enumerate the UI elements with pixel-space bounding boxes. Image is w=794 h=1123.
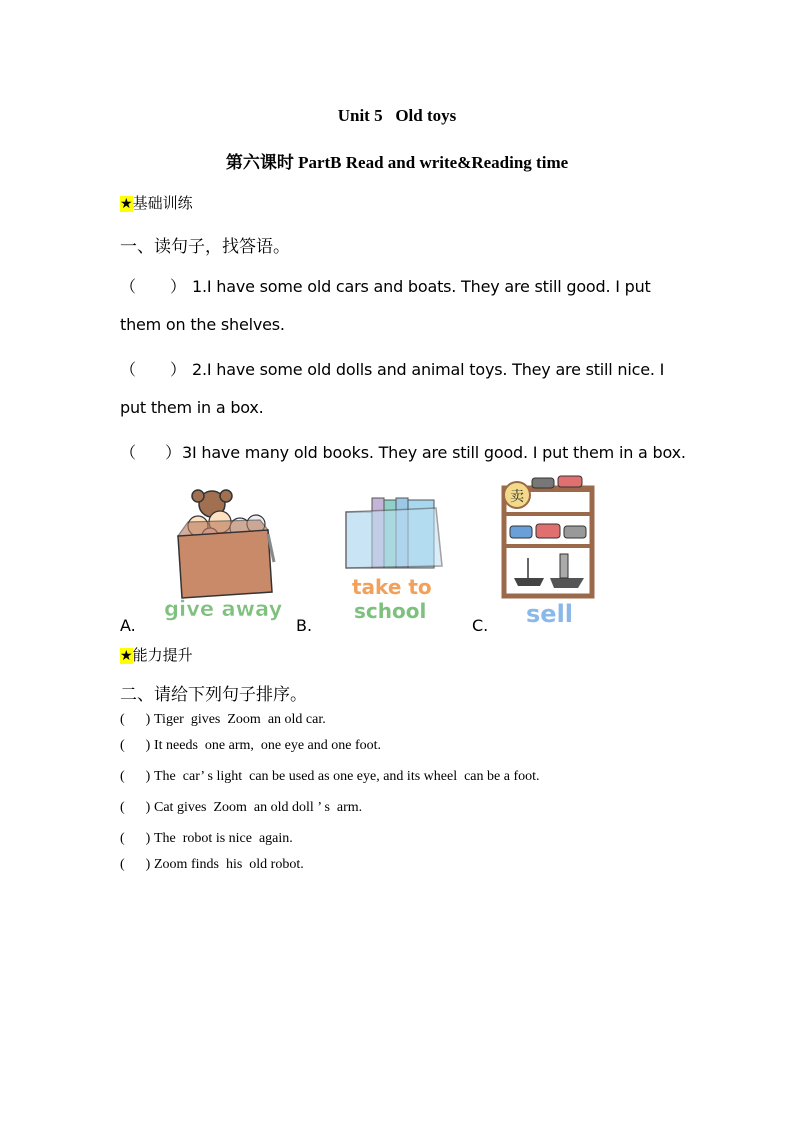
star-icon: ★	[120, 648, 133, 664]
answer-paren[interactable]: ( )	[120, 738, 151, 753]
order-item-6: ( ) Zoom finds his old robot.	[120, 857, 304, 872]
answer-paren[interactable]: （ ）	[120, 443, 181, 462]
caption-sell: sell	[526, 600, 574, 626]
unit-title: Unit 5 Old toys	[337, 106, 457, 125]
question-2: （ ） 2.I have some old dolls and animal toys. They are still nice. I	[120, 357, 664, 380]
answer-paren[interactable]: ( )	[120, 769, 151, 784]
question-2-line2: put them in a box.	[120, 398, 264, 417]
answer-paren[interactable]: ( )	[120, 712, 151, 727]
section1-heading: 一、读句子，找答语。	[120, 237, 290, 257]
section2-label: ★能力提升	[120, 646, 193, 664]
svg-text:卖: 卖	[510, 489, 524, 505]
caption-give-away: give away	[164, 597, 283, 621]
take-to-school-picture	[338, 490, 448, 624]
answer-paren[interactable]: ( )	[120, 831, 151, 846]
option-c-label: C.	[472, 616, 489, 635]
question-1: （ ） 1.I have some old cars and boats. They are still good. I put	[120, 274, 651, 297]
section2-heading: 二、请给下列句子排序。	[120, 685, 307, 705]
sell-picture	[500, 474, 600, 626]
order-item-2: ( ) It needs one arm, one eye and one foot.	[120, 738, 382, 753]
answer-paren[interactable]: （ ）	[120, 277, 186, 296]
order-item-5: ( ) The robot is nice again.	[120, 831, 293, 846]
section1-label: ★基础训练	[120, 194, 193, 212]
caption-take-to: take to	[352, 575, 432, 599]
order-item-1: ( ) Tiger gives Zoom an old car.	[120, 712, 326, 727]
lesson-title: 第六课时 PartB Read and write&Reading time	[225, 153, 569, 172]
order-item-4: ( ) Cat gives Zoom an old doll ’ s arm.	[120, 800, 363, 815]
answer-paren[interactable]: （ ）	[120, 360, 186, 379]
question-3: （ ）3I have many old books. They are still good. I put them in a box.	[120, 440, 686, 463]
order-item-3: ( ) The car’ s light can be used as one eye, and its wheel can be a foot.	[120, 769, 540, 784]
star-icon: ★	[120, 196, 133, 212]
option-b-label: B.	[296, 616, 313, 635]
question-1-line2: them on the shelves.	[120, 315, 285, 334]
option-a-label: A.	[120, 616, 136, 635]
answer-paren[interactable]: ( )	[120, 857, 151, 872]
give-away-picture	[160, 484, 290, 624]
answer-paren[interactable]: ( )	[120, 800, 151, 815]
caption-school: school	[354, 599, 427, 623]
